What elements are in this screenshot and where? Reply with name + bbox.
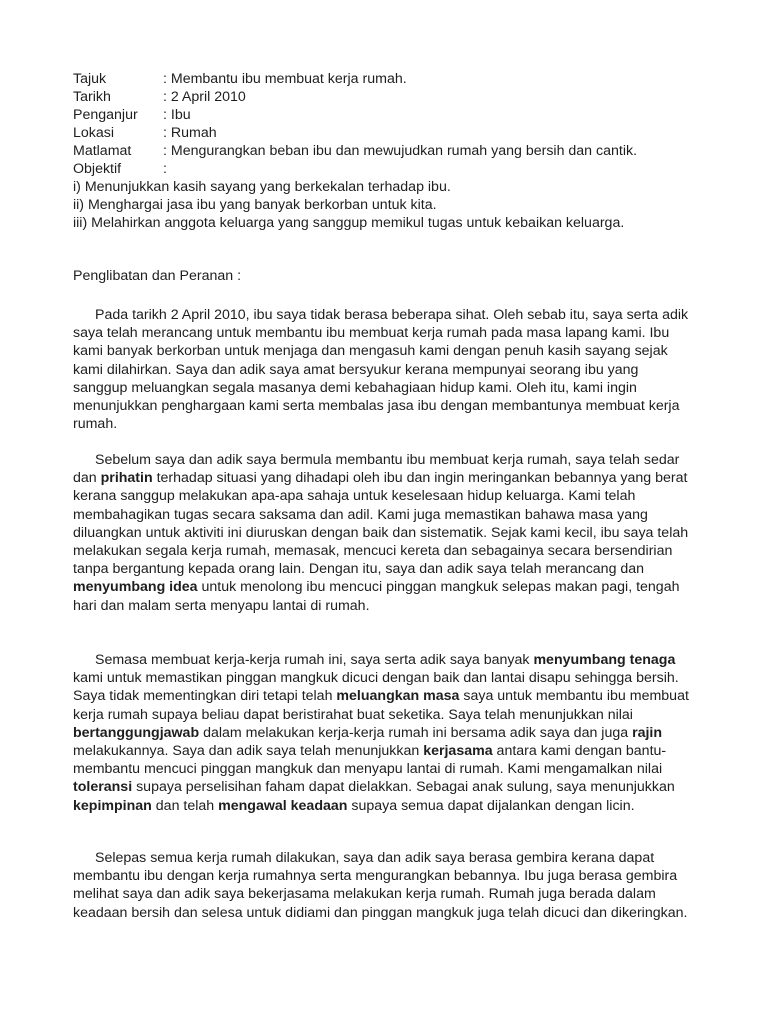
section-heading: Penglibatan dan Peranan : [73,268,242,284]
bold-keyword: kerjasama [423,743,493,760]
header-label: Tarikh [73,89,111,105]
paragraph-3 [73,651,695,815]
bold-keyword: bertanggungjawab [73,724,200,741]
header-row-location [73,124,637,142]
report-header [73,70,637,232]
paragraph-text: Selepas semua kerja rumah dilakukan, saya dan adik saya berasa gembira kerana dapat membantu ibu dengan kerja rumahnya serta mengurangkan bebannya. Ibu juga berasa gembira melihat saya dan adik saya bekerjasama melakukan kerja rumah. Rumah juga berada dalam keadaan bersih dan selesa untuk didiami dan pinggan mangkuk juga telah dicuci dan dikeringkan. [73,850,688,921]
paragraph-text: melakukannya. Saya dan adik saya telah menunjukkan [73,743,424,760]
header-row-organizer [73,106,637,124]
header-value: : Membantu ibu membuat kerja rumah. [163,71,407,87]
paragraph-4 [73,849,695,922]
bold-keyword: menyumbang idea [73,579,198,596]
paragraph-text: dalam melakukan kerja-kerja rumah ini bersama adik saya dan juga [199,724,633,741]
paragraph-text: Semasa membuat kerja-kerja rumah ini, saya serta adik saya banyak [95,652,534,668]
header-label: Matlamat [73,143,132,159]
paragraph-text: dan telah [151,797,219,814]
paragraph-text: kami untuk memastikan pinggan mangkuk dicuci dengan baik dan lantai disapu sehingga bersih. Saya tidak mementingkan diri tetapi telah [73,670,679,705]
bold-keyword: meluangkan masa [336,688,460,705]
paragraph-text: saya untuk membantu ibu membuat kerja rumah supaya beliau dapat beristirahat buat seketika. Saya telah menunjukkan nilai [73,688,689,723]
objective-item: ii) Menghargai jasa ibu yang banyak berkorban untuk kita. [73,197,437,213]
header-value: : Ibu [163,107,191,123]
paragraph-text: terhadap situasi yang dihadapi oleh ibu dan ingin meringankan bebannya yang berat kerana sanggup melakukan apa-apa sahaja untuk keselesaan hidup keluarga. Kami telah membahagikan tugas secara saksama dan adil. Kami juga memastikan bahawa masa yang diluangkan untuk aktiviti ini diuruskan dengan baik dan sistematik. Sejak kami kecil, ibu saya telah melakukan segala kerja rumah, memasak, mencuci kereta dan sebagainya secara bersendirian tanpa bergantung kepada orang lain. Dengan itu, saya dan adik saya telah merancang dan [73,470,689,578]
header-label: Penganjur [73,107,138,123]
paragraph-text: antara kami dengan bantu-membantu mencuci pinggan mangkuk dan menyapu lantai di rumah. Kami mengamalkan nilai [73,743,667,778]
paragraph-2 [73,451,695,615]
header-label: Lokasi [73,125,115,141]
objective-item: iii) Melahirkan anggota keluarga yang sanggup memikul tugas untuk kebaikan keluarga. [73,215,625,231]
bold-keyword: prihatin [100,470,153,487]
header-row-goal [73,142,637,160]
header-value: : [163,161,167,177]
bold-keyword: rajin [632,724,663,741]
paragraph-text: supaya semua dapat dijalankan dengan licin. [347,797,635,814]
bold-keyword: menyumbang tenaga [533,652,676,668]
header-row-objective [73,160,637,178]
header-value: : Rumah [163,125,217,141]
header-value: : Mengurangkan beban ibu dan mewujudkan rumah yang bersih dan cantik. [163,143,638,159]
bold-keyword: toleransi [73,779,133,796]
bold-keyword: mengawal keadaan [218,797,348,814]
objective-item: i) Menunjukkan kasih sayang yang berkekalan terhadap ibu. [73,179,451,195]
header-label: Objektif [73,161,122,177]
paragraph-text: Pada tarikh 2 April 2010, ibu saya tidak berasa beberapa sihat. Oleh sebab itu, saya serta adik saya telah merancang untuk membantu ibu membuat kerja rumah pada masa lapang kami. Ibu kami banyak berkorban untuk menjaga dan mengasuh kami dengan penuh kasih sayang sejak kami dilahirkan. Saya dan adik saya amat bersyukur kerana mempunyai seorang ibu yang sanggup meluangkan segala masanya demi kebahagiaan hidup kami. Oleh itu, kami ingin menunjukkan penghargaan kami serta membalas jasa ibu dengan membantunya membuat kerja rumah. [73,307,689,433]
header-value: : 2 April 2010 [163,89,246,105]
paragraph-text: supaya perselisihan faham dapat dielakkan. Sebagai anak sulung, saya menunjukkan [132,779,675,796]
header-label: Tajuk [73,71,107,87]
bold-keyword: kepimpinan [73,797,152,814]
paragraph-text: untuk menolong ibu mencuci pinggan mangkuk selepas makan pagi, tengah hari dan malam serta menyapu lantai di rumah. [73,579,680,614]
paragraph-1 [73,306,695,433]
header-row-title [73,70,637,88]
paragraph-text: Sebelum saya dan adik saya bermula membantu ibu membuat kerja rumah, saya telah sedar dan [73,452,680,487]
header-row-date [73,88,637,106]
